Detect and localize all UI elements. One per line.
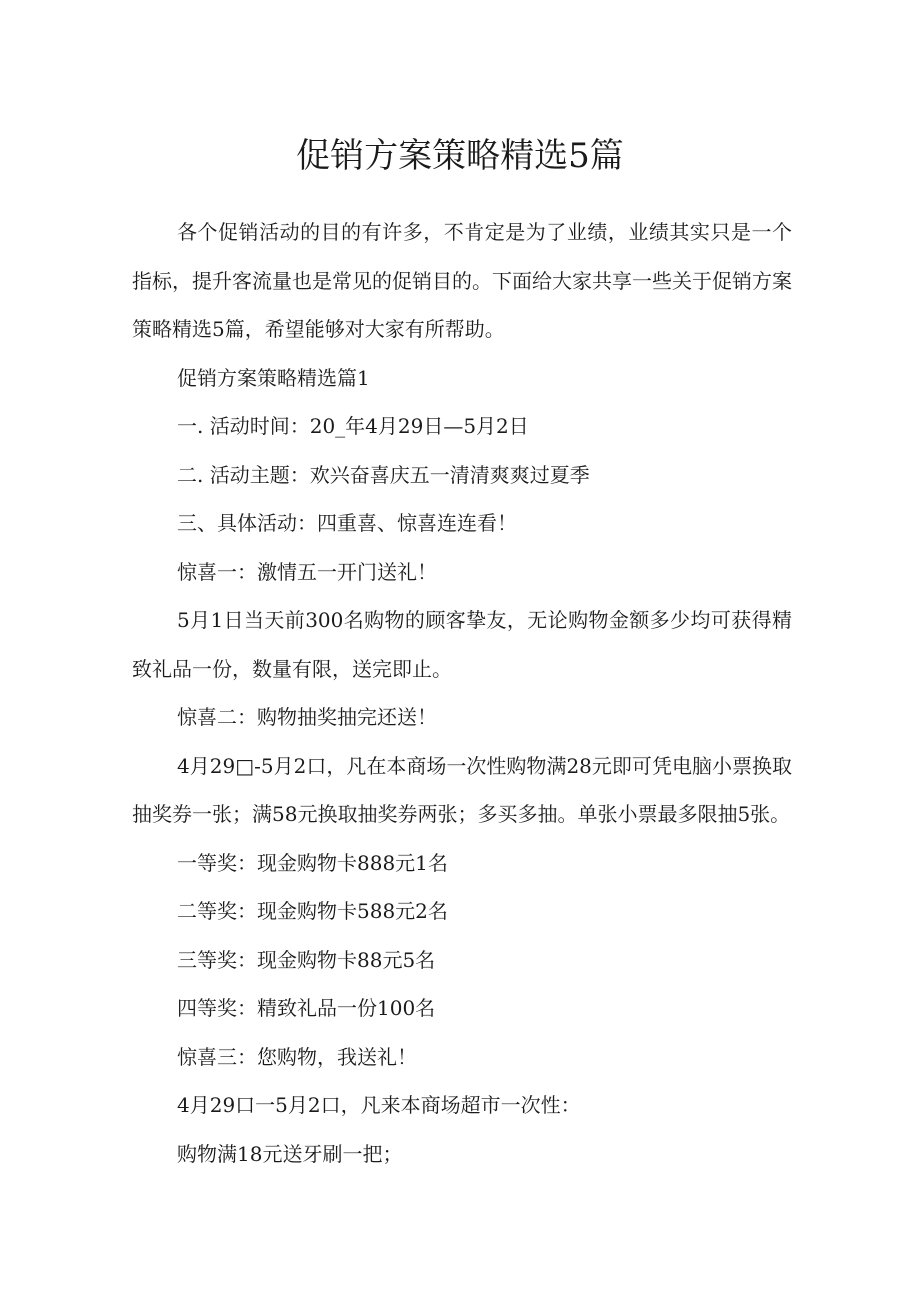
prize-first: 一等奖：现金购物卡888元1名 xyxy=(177,850,448,875)
section-heading: 促销方案策略精选篇1 xyxy=(177,365,370,390)
surprise-three-text: 4月29口一5月2口，凡来本商场超市一次性： xyxy=(177,1093,581,1117)
surprise-two-title: 惊喜二：购物抽奖抽完还送！ xyxy=(177,705,437,729)
gift-item: 购物满18元送牙刷一把； xyxy=(177,1141,403,1166)
surprise-three-title: 惊喜三：您购物，我送礼！ xyxy=(177,1044,417,1069)
prize-third: 三等奖：现金购物卡88元5名 xyxy=(177,947,436,972)
activity-time: 一. 活动时间：20_年4月29日—5月2日 xyxy=(177,414,529,438)
document-title: 促销方案策略精选5篇 xyxy=(296,136,624,176)
activity-details: 三、具体活动：四重喜、惊喜连连看！ xyxy=(177,511,517,535)
surprise-one-title: 惊喜一：激情五一开门送礼！ xyxy=(177,559,437,584)
document-body xyxy=(132,208,792,1178)
intro-paragraph: 各个促销活动的目的有许多，不肯定是为了业绩，业绩其实只是一个指标，提升客流量也是常见的促销目的。下面给大家共享一些关于促销方案策略精选5篇，希望能够对大家有所帮助。 xyxy=(132,220,792,341)
activity-theme: 二. 活动主题：欢兴奋喜庆五一清清爽爽过夏季 xyxy=(177,462,590,487)
surprise-two-text: 4月29□-5月2口，凡在本商场一次性购物满28元即可凭电脑小票换取抽奖券一张；满58元换取抽奖券两张；多买多抽。单张小票最多限抽5张。 xyxy=(132,753,792,826)
prize-second: 二等奖：现金购物卡588元2名 xyxy=(177,899,448,923)
prize-fourth: 四等奖：精致礼品一份100名 xyxy=(177,996,436,1020)
surprise-one-text: 5月1日当天前300名购物的顾客挚友，无论购物金额多少均可获得精致礼品一份，数量有限，送完即止。 xyxy=(132,608,792,681)
